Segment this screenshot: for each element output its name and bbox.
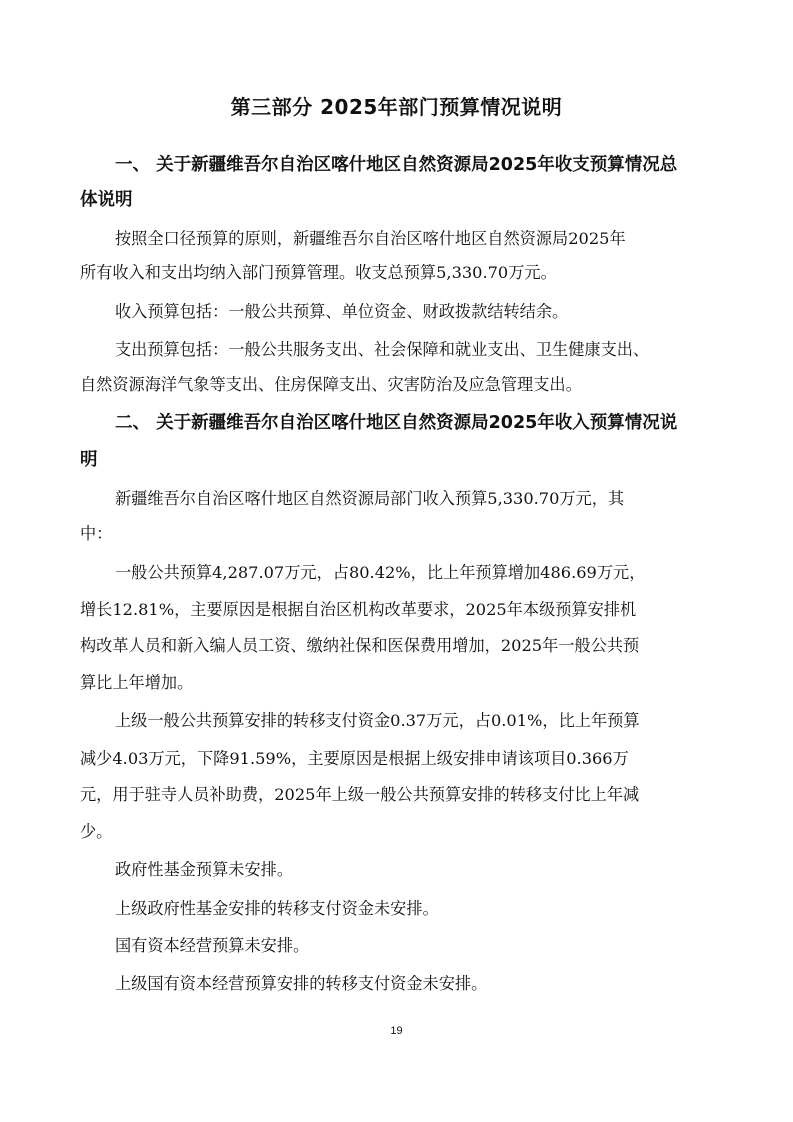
section1-paragraph1-line2: 所有收入和支出均纳入部门预算管理。收支总预算5,330.70万元。	[80, 263, 557, 282]
section1-paragraph1-line1: 按照全口径预算的原则，新疆维吾尔自治区喀什地区自然资源局2025年	[115, 229, 626, 248]
section2-paragraph1-line1: 新疆维吾尔自治区喀什地区自然资源局部门收入预算5,330.70万元，其	[115, 489, 625, 508]
section2-paragraph2-line4: 算比上年增加。	[80, 673, 194, 692]
section2-paragraph5-line1: 上级政府性基金安排的转移支付资金未安排。	[115, 899, 439, 918]
section2-paragraph1-line2: 中：	[80, 524, 113, 543]
section2-paragraph2-line1: 一般公共预算4,287.07万元，占80.42%，比上年预算增加486.69万元，	[115, 563, 646, 582]
section2-paragraph3-line2: 减少4.03万元，下降91.59%，主要原因是根据上级安排申请该项目0.366万	[80, 749, 629, 768]
section2-paragraph2-line3: 构改革人员和新入编人员工资、缴纳社保和医保费用增加，2025年一般公共预	[80, 636, 640, 655]
section2-paragraph3-line1: 上级一般公共预算安排的转移支付资金0.37万元，占0.01%，比上年预算	[115, 711, 640, 730]
section1-heading-line2: 体说明	[80, 190, 133, 210]
section2-heading-line1: 二、 关于新疆维吾尔自治区喀什地区自然资源局2025年收入预算情况说	[115, 413, 678, 433]
section2-paragraph4-line1: 政府性基金预算未安排。	[115, 860, 294, 879]
page-title: 第三部分 2025年部门预算情况说明	[230, 95, 563, 119]
section2-paragraph3-line3: 元，用于驻寺人员补助费，2025年上级一般公共预算安排的转移支付比上年减	[80, 785, 640, 804]
section2-paragraph2-line2: 增长12.81%，主要原因是根据自治区机构改革要求，2025年本级预算安排机	[80, 600, 637, 619]
section1-paragraph2-line1: 收入预算包括：一般公共预算、单位资金、财政拨款结转结余。	[115, 302, 569, 321]
section1-paragraph3-line1: 支出预算包括：一般公共服务支出、社会保障和就业支出、卫生健康支出、	[115, 340, 650, 359]
section2-heading-line2: 明	[80, 450, 98, 470]
section1-paragraph3-line2: 自然资源海洋气象等支出、住房保障支出、灾害防治及应急管理支出。	[80, 375, 582, 394]
section2-paragraph6-line1: 国有资本经营预算未安排。	[115, 936, 310, 955]
section2-paragraph7-line1: 上级国有资本经营预算安排的转移支付资金未安排。	[115, 974, 488, 993]
section2-paragraph3-line4: 少。	[80, 822, 113, 841]
section1-heading-line1: 一、 关于新疆维吾尔自治区喀什地区自然资源局2025年收支预算情况总	[115, 155, 678, 175]
page-number: 19	[390, 1025, 403, 1037]
